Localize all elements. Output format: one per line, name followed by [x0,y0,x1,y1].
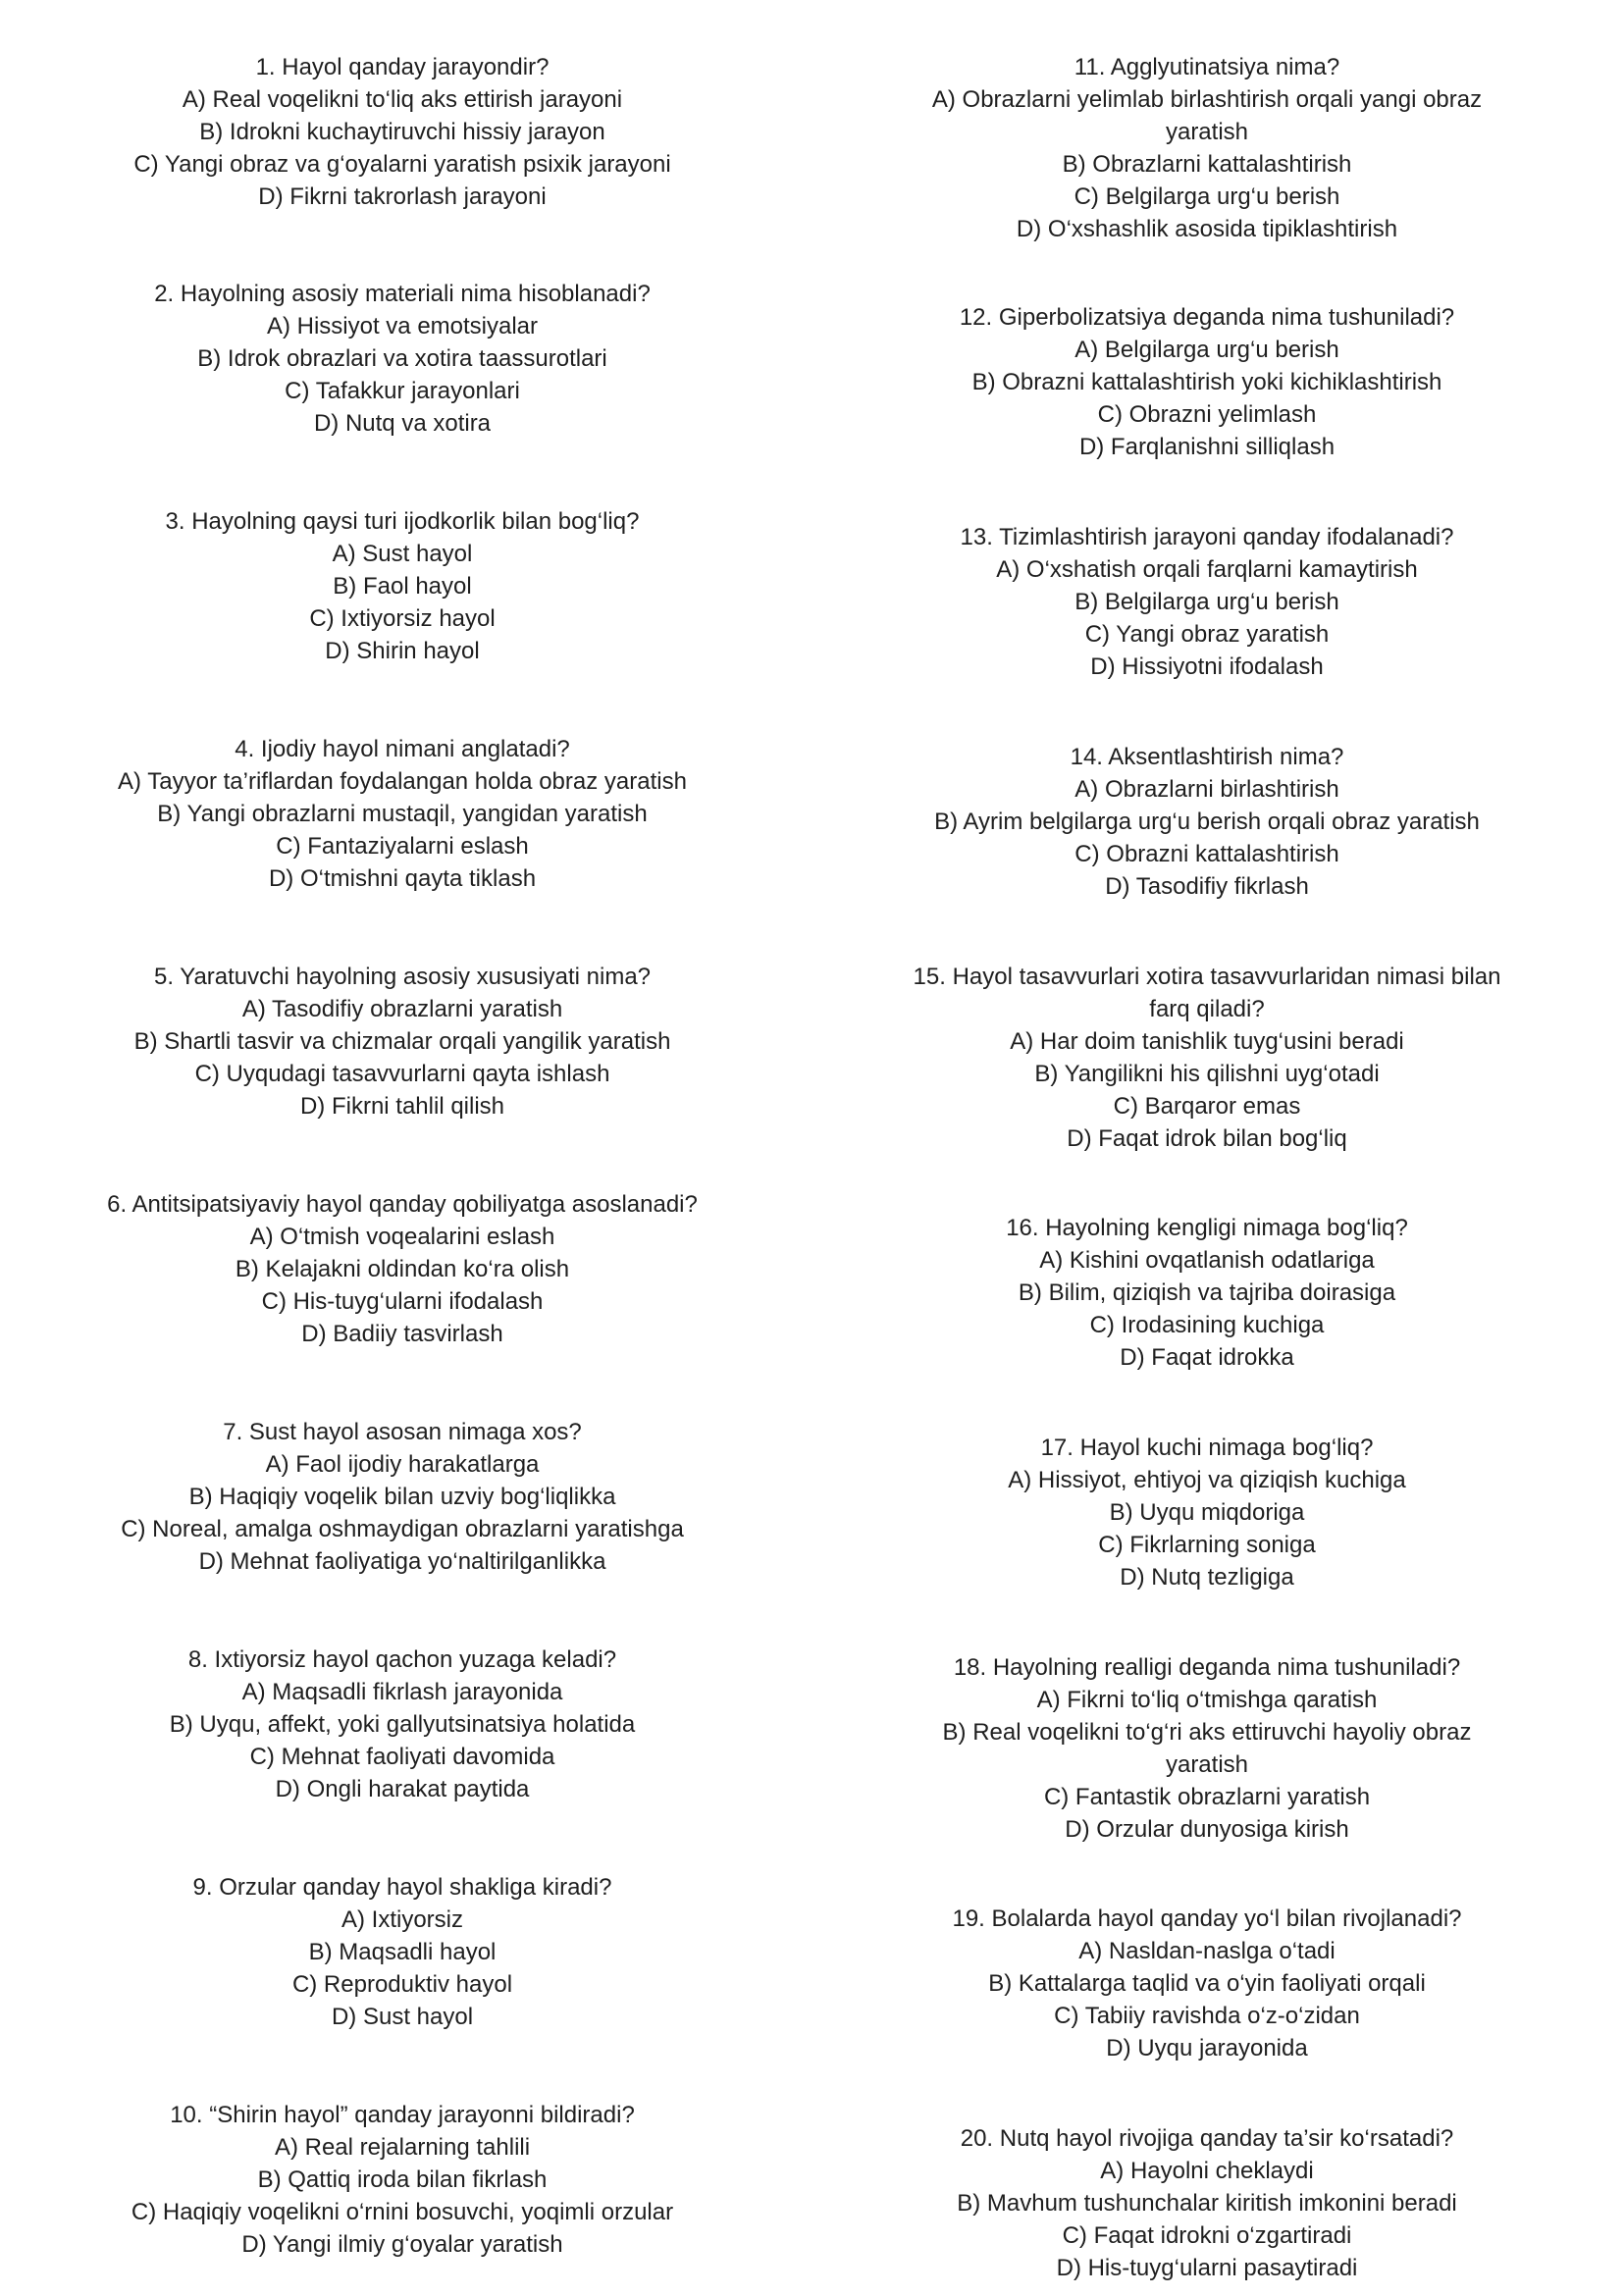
option-d: D) Nutq va xotira [313,410,492,437]
option-b: B) Faol hayol [333,573,472,600]
question-text: 7. Sust hayol asosan nimaga xos? [223,1419,582,1445]
option-a: A) Real voqelikni to‘liq aks ettirish jarayoni [182,86,623,113]
option-d: D) Fikrni takrorlash jarayoni [258,183,547,210]
option-b: B) Uyqu, affekt, yoki gallyutsinatsiya holatida [169,1711,636,1738]
option-a: A) Tayyor ta’riflardan foydalangan holda obraz yaratish [118,768,687,795]
option-b: B) Obrazni kattalashtirish yoki kichiklashtirish [971,369,1442,395]
option-c: C) Fantaziyalarni eslash [276,833,529,860]
option-c: C) Irodasining kuchiga [1089,1312,1325,1338]
question-text: 5. Yaratuvchi hayolning asosiy xususiyati nima? [153,964,652,990]
option-c: C) Yangi obraz va g‘oyalarni yaratish psixik jarayoni [133,151,671,178]
option-a: A) Belgilarga urg‘u berish [1074,337,1339,363]
option-b: B) Ayrim belgilarga urg‘u berish orqali obraz yaratish [934,809,1480,835]
question-text: 8. Ixtiyorsiz hayol qachon yuzaga keladi? [187,1646,617,1673]
option-a: A) Har doim tanishlik tuyg‘usini beradi [1010,1028,1404,1055]
option-d: D) Shirin hayol [325,638,480,664]
option-b: B) Yangilikni his qilishni uyg‘otadi [1034,1061,1380,1087]
option-b: B) Haqiqiy voqelik bilan uzviy bog‘liqlikka [188,1484,616,1510]
option-d: D) Mehnat faoliyatiga yo‘naltirilganlikka [198,1548,606,1575]
option-a: A) Obrazlarni birlashtirish [1074,776,1339,803]
option-b: B) Mavhum tushunchalar kiritish imkonini beradi [957,2190,1457,2217]
question-text: 19. Bolalarda hayol qanday yo‘l bilan rivojlanadi? [952,1905,1462,1932]
option-a: A) Ixtiyorsiz [341,1906,463,1933]
option-d: D) Orzular dunyosiga kirish [1065,1816,1349,1843]
option-c: C) Fikrlarning soniga [1098,1532,1316,1558]
option-d: D) O‘xshashlik asosida tipiklashtirish [1016,216,1398,242]
question-text: 17. Hayol kuchi nimaga bog‘liq? [1040,1435,1374,1461]
option-d: D) Ongli harakat paytida [275,1776,530,1802]
question-text: 12. Giperbolizatsiya deganda nima tushuniladi? [959,304,1455,331]
question-block [883,51,1531,245]
question-text: 3. Hayolning qaysi turi ijodkorlik bilan bog‘liq? [165,508,640,535]
option-c: C) Tafakkur jarayonlari [285,378,520,404]
question-block [79,278,726,440]
question-text: 14. Aksentlashtirish nima? [1070,744,1344,770]
question-block [79,1416,726,1578]
option-a: A) Hayolni cheklaydi [1100,2158,1314,2184]
option-a: A) Tasodifiy obrazlarni yaratish [241,996,563,1022]
option-d: D) Farqlanishni silliqlash [1078,434,1336,460]
option-c: C) Fantastik obrazlarni yaratish [1043,1784,1371,1810]
question-text: 10. “Shirin hayol” qanday jarayonni bildiradi? [170,2102,635,2128]
question-block [883,961,1531,1155]
question-text: 18. Hayolning realligi deganda nima tushuniladi? [953,1654,1461,1681]
question-block [79,1188,726,1350]
option-c: C) Uyqudagi tasavvurlarni qayta ishlash [194,1061,610,1087]
option-c: C) Haqiqiy voqelikni o‘rnini bosuvchi, yoqimli orzular [131,2199,674,2225]
question-text: 15. Hayol tasavvurlari xotira tasavvurlaridan nimasi bilan farq qiladi? [913,964,1501,1022]
question-block [883,1212,1531,1374]
option-b: B) Idrok obrazlari va xotira taassurotlari [197,345,607,372]
option-a: A) Fikrni to‘liq o‘tmishga qaratish [1036,1687,1378,1713]
question-block [79,51,726,213]
option-a: A) Kishini ovqatlanish odatlariga [1039,1247,1375,1274]
option-d: D) O‘tmishni qayta tiklash [268,865,537,892]
option-a: A) Sust hayol [332,541,473,567]
option-c: C) Obrazni yelimlash [1097,401,1317,428]
option-d: D) Sust hayol [331,2004,474,2030]
question-block [883,1903,1531,2064]
question-block [883,301,1531,463]
option-b: B) Uyqu miqdoriga [1109,1499,1305,1526]
option-b: B) Belgilarga urg‘u berish [1074,589,1339,615]
option-c: C) Ixtiyorsiz hayol [309,605,496,632]
option-b: B) Shartli tasvir va chizmalar orqali yangilik yaratish [133,1028,671,1055]
option-b: B) Idrokni kuchaytiruvchi hissiy jarayon [199,119,605,145]
option-c: C) Mehnat faoliyati davomida [249,1744,555,1770]
option-c: C) Tabiiy ravishda o‘z-o‘zidan [1054,2003,1360,2029]
option-c: C) Barqaror emas [1113,1093,1301,1120]
option-a: A) Faol ijodiy harakatlarga [265,1451,540,1478]
option-a: A) Hissiyot, ehtiyoj va qiziqish kuchiga [1008,1467,1406,1493]
question-text: 16. Hayolning kengligi nimaga bog‘liq? [1006,1215,1408,1241]
option-d: D) Nutq tezligiga [1120,1564,1294,1591]
option-a: A) Maqsadli fikrlash jarayonida [241,1679,563,1705]
option-c: C) Faqat idrokni o‘zgartiradi [1062,2222,1352,2249]
question-block [883,741,1531,903]
option-d: D) Faqat idrok bilan bog‘liq [1067,1125,1347,1152]
question-text: 4. Ijodiy hayol nimani anglatadi? [235,736,570,762]
option-d: D) Fikrni tahlil qilish [299,1093,505,1120]
question-block [883,1432,1531,1593]
option-b: B) Yangi obrazlarni mustaqil, yangidan yaratish [157,801,648,827]
question-block [79,961,726,1122]
option-d: D) His-tuyg‘ularni pasaytiradi [1056,2255,1358,2281]
option-c: C) Yangi obraz yaratish [1084,621,1330,648]
question-text: 2. Hayolning asosiy materiali nima hisoblanadi? [154,281,651,307]
question-block [79,505,726,667]
option-d: D) Badiiy tasvirlash [301,1321,503,1347]
option-a: A) Hissiyot va emotsiyalar [266,313,539,339]
option-b: B) Kattalarga taqlid va o‘yin faoliyati orqali [988,1970,1426,1997]
option-c: C) His-tuyg‘ularni ifodalash [261,1288,544,1315]
option-a: A) O‘xshatish orqali farqlarni kamaytirish [996,556,1418,583]
option-d: D) Tasodifiy fikrlash [1105,873,1309,900]
option-a: A) Nasldan-naslga o‘tadi [1078,1938,1336,1964]
option-b: B) Obrazlarni kattalashtirish [1062,151,1352,178]
option-a: A) O‘tmish voqealarini eslash [249,1224,555,1250]
question-text: 9. Orzular qanday hayol shakliga kiradi? [192,1874,612,1901]
option-a: A) Obrazlarni yelimlab birlashtirish orqali yangi obraz yaratish [931,86,1483,145]
question-text: 6. Antitsipatsiyaviy hayol qanday qobiliyatga asoslanadi? [107,1191,698,1218]
question-block [883,521,1531,683]
option-b: B) Qattiq iroda bilan fikrlash [257,2166,548,2193]
question-text: 1. Hayol qanday jarayondir? [255,54,550,80]
option-c: C) Obrazni kattalashtirish [1074,841,1339,867]
question-block [883,2122,1531,2284]
option-c: C) Reproduktiv hayol [291,1971,513,1998]
option-b: B) Maqsadli hayol [308,1939,497,1965]
option-d: D) Yangi ilmiy g‘oyalar yaratish [241,2231,563,2258]
option-a: A) Real rejalarning tahlili [274,2134,531,2161]
option-d: D) Uyqu jarayonida [1106,2035,1308,2061]
option-c: C) Noreal, amalga oshmaydigan obrazlarni yaratishga [121,1516,684,1542]
question-text: 13. Tizimlashtirish jarayoni qanday ifodalanadi? [960,524,1454,550]
question-block [79,733,726,895]
option-b: B) Bilim, qiziqish va tajriba doirasiga [1018,1279,1396,1306]
question-block [79,1644,726,1805]
question-block [79,1871,726,2033]
option-c: C) Belgilarga urg‘u berish [1074,183,1340,210]
option-b: B) Real voqelikni to‘g‘ri aks ettiruvchi hayoliy obraz yaratish [942,1719,1472,1778]
option-d: D) Hissiyotni ifodalash [1090,653,1324,680]
option-b: B) Kelajakni oldindan ko‘ra olish [235,1256,570,1282]
option-d: D) Faqat idrokka [1120,1344,1294,1371]
question-block [883,1651,1531,1846]
question-text: 11. Agglyutinatsiya nima? [1074,54,1340,80]
question-block [79,2099,726,2261]
question-text: 20. Nutq hayol rivojiga qanday ta’sir ko‘rsatadi? [960,2125,1454,2152]
